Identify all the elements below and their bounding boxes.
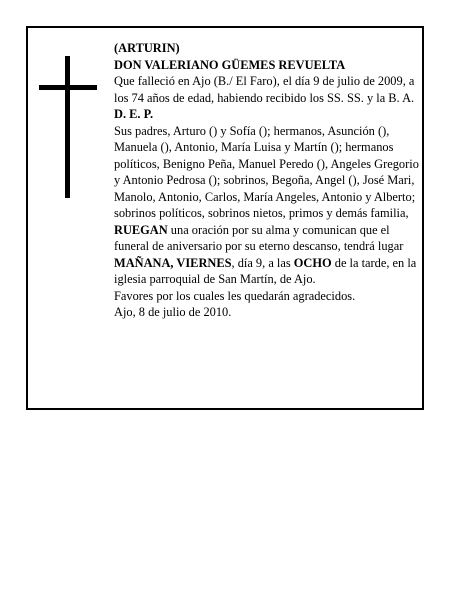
thanks-line: Favores por los cuales les quedarán agradecidos. [114, 288, 356, 303]
notice-text [114, 40, 422, 321]
cross-vertical-bar [65, 56, 70, 198]
request-text-1: una oración por su alma y comunican que el funeral de aniversario por su eterno descanso, tendrá lugar [114, 222, 404, 253]
obituary-notice [26, 26, 424, 410]
place-date: Ajo, 8 de julio de 2010. [114, 305, 232, 319]
nickname: (ARTURIN) [114, 41, 180, 55]
request-text-3: de la tarde, en la iglesia parroquial de San Martín, de Ajo. [114, 255, 417, 286]
funeral-hour: OCHO [293, 255, 332, 270]
request-paragraph [114, 222, 422, 288]
family-paragraph: Sus padres, Arturo () y Sofía (); hermanos, Asunción (), Manuela (), Antonio, María Luisa y Martín (); hermanos políticos, Benigno Peña, Manuel Peredo (), Angeles Gregorio y Antonio Pedrosa (); sobrinos, Begoña, Angel (), José Mari, Manolo, Antonio, Carlos, María Angeles, Antonio y Alberto; sobrinos políticos, sobrinos nietos, primos y demás familia, [114, 123, 419, 220]
cross-horizontal-bar [39, 85, 97, 90]
ruegan-word: RUEGAN [114, 222, 168, 237]
death-statement: Que falleció en Ajo (B./ El Faro), el día 9 de julio de 2009, a los 74 años de edad, habiendo recibido los SS. SS. y la B. A. [114, 74, 415, 105]
funeral-day: MAÑANA, VIERNES [114, 255, 232, 270]
dep-line: D. E. P. [114, 107, 154, 121]
request-text-2: , día 9, a las [231, 255, 294, 270]
deceased-name: DON VALERIANO GÜEMES REVUELTA [114, 57, 346, 72]
